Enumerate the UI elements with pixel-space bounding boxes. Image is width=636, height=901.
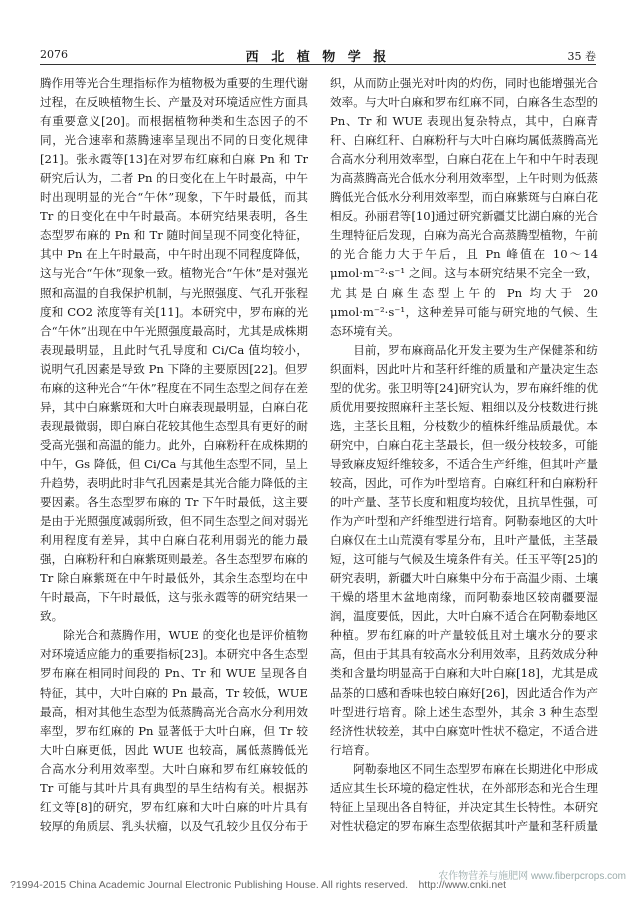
watermark: 农作物营养与施肥网 www.fiberpcrops.com — [438, 871, 626, 882]
page-footer — [10, 871, 626, 895]
right-paragraph-2: 目前，罗布麻商品化开发主要为生产保健茶和纺织面料，因此叶片和茎秆纤维的质量和产量决定生态型的优劣。张卫明等[24]研究认为，罗布麻纤维的优质优用要按照麻秆主茎长短、粗细以及分枝数进行挑选，主茎长且粗，分枝数少的植株纤维品质最优。本研究中，白麻白花主茎最长，但一级分枝较多，可能导致麻皮短纤维较多，不适合生产纤维，但其叶产量较高，因此，可作为叶型培育。白麻红秆和白麻粉秆的叶产量、茎节长度和粗度均较优，且抗旱性强，可作为产叶型和产纤维型进行培育。阿勒泰地区的大叶白麻仅在土山荒漠有零星分布，且叶产量低，主茎最短，这可能与气候及生境条件有关。任玉平等[25]的研究表明，新疆大叶白麻集中分布于高温少雨、土壤干燥的塔里木盆地南缘，而阿勒泰地区较南疆要湿润，温度要低，因此，大叶白麻不适合在阿勒泰地区种植。罗布红麻的叶产量较低且对土壤水分的要求高，但由于其具有较高水分利用效率，且药效成分种类和含量均明显高于白麻和大叶白麻[18]，尤其是成品茶的口感和香味也较白麻好[26]，因此适合作为产叶型进行培育。除上述生态型外，其余 3 种生态型经济性状较差，其中白麻宽叶性状不稳定，不适合进行培育。 — [330, 342, 598, 757]
copyright-notice: ?1994-2015 China Academic Journal Electronic Publishing House. All rights reserved. — [10, 879, 409, 891]
left-column — [40, 74, 308, 836]
left-paragraph-2: 除光合和蒸腾作用，WUE 的变化也是评价植物对环境适应能力的重要指标[23]。本研究中各生态型罗布麻在相同时间段的 Pn、Tr 和 WUE 呈现各自特征，其中，大叶白麻的 Pn 最高，Tr 较低，WUE 最高，相对其他生态型为低蒸腾高光合高水分利用效率型，罗布红麻的 Pn 显著低于大叶白麻，但 Tr 较大叶白麻更低，因此 WUE 也较高，属低蒸腾低光合高水分利用效率型。大叶白麻和罗布红麻较低的 Tr 可能与其叶片具有典型的旱生结构有关。根据苏红文等[8]的研究，罗布红麻和大叶白麻的叶片具有较厚的角质层、乳头状瘤，以及气孔较少且仅分布于 — [40, 628, 308, 833]
right-paragraph-3: 阿勒泰地区不同生态型罗布麻在长期进化中形成适应其生长环境的稳定性状，在外部形态和光合生理特征上呈现出各自特征，并决定其生长特性。本研究对性状稳定的罗布麻生态型依据其叶产量和茎秆质量 — [330, 761, 598, 833]
page-number: 2076 — [40, 48, 68, 61]
page-header — [40, 44, 596, 65]
cnki-link[interactable]: http://www.cnki.net — [418, 879, 506, 891]
journal-title: 西 北 植 物 学 报 — [245, 50, 391, 65]
volume-label: 35 卷 — [567, 50, 596, 63]
right-column — [330, 74, 598, 836]
right-paragraph-1: 织，从而防止强光对叶肉的灼伤，同时也能增强光合效率。与大叶白麻和罗布红麻不同，白麻各生态型的 Pn、Tr 和 WUE 表现出复杂特点，其中，白麻青秆、白麻红秆、白麻粉秆与大叶白麻均属低蒸腾高光合高水分利用效率型，白麻白花在上午和中午时表现为高蒸腾高光合低水分利用效率型，上午时则为低蒸腾低光合低水分利用效率型，而白麻紫斑与白麻白花相反。孙丽君等[10]通过研究新疆艾比湖白麻的光合生理特征后发现，白麻为高光合高蒸腾型植物，午前的光合能力大于午后，且 Pn 峰值在 10～14 μmol·m⁻²·s⁻¹ 之间。这与本研究结果不完全一致，尤其是白麻生态型上午的 Pn 均大于 20 μmol·m⁻²·s⁻¹，这种差异可能与研究地的气候、生态环境有关。 — [330, 76, 598, 338]
left-paragraph-1: 腾作用等光合生理指标作为植物极为重要的生理代谢过程，在反映植物生长、产量及对环境适应性方面具有重要意义[20]。而根据植物种类和生态因子的不同，光合速率和蒸腾速率呈现出不同的日变化规律[21]。张永霞等[13]在对罗布红麻和白麻 Pn 和 Tr 研究后认为，二者 Pn 的日变化在上午时最高，中午时出现明显的光合“午休”现象，下午时最低，而其 Tr 的日变化在中午时最高。本研究结果表明，各生态型罗布麻的 Pn 和 Tr 随时间呈现不同变化特征，其中 Pn 在上午时最高，中午时出现不同程度降低，这与光合“午休”现象一致。植物光合“午休”是对强光照和高温的自我保护机制，与光照强度、气孔开张程度和 CO2 浓度等有关[11]。本研究中，罗布麻的光合“午休”出现在中午光照强度最高时，尤其是成株期表现最明显，且此时气孔导度和 Ci/Ca 值均较小，说明气孔因素是导致 Pn 下降的主要原因[22]。但罗布麻的这种光合“午休”程度在不同生态型之间存在差异，其中白麻紫斑和大叶白麻表现最明显，白麻白花表现最微弱，即白麻白花较其他生态型具有更好的耐受高光强和高温的能力。此外，白麻粉秆在成株期的中午，Gs 降低，但 Ci/Ca 与其他生态型不同，呈上升趋势，表明此时非气孔因素是其光合能力降低的主要因素。各生态型罗布麻的 Tr 下午时最低，这主要是由于光照强度减弱所致，但不同生态型之间对弱光利用程度有差异，其中白麻白花利用弱光的能力最强，白麻粉秆和白麻紫斑则最差。各生态型罗布麻的 Tr 除白麻紫斑在中午时最低外，其余生态型均在中午时最高，下午时最低，这与张永霞等的研究结果一致。 — [40, 76, 308, 624]
